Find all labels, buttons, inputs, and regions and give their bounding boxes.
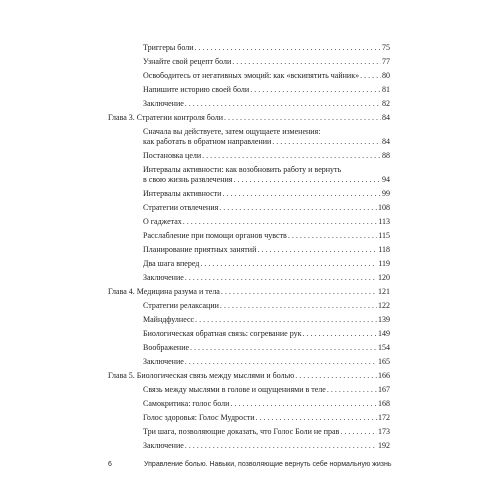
- toc-entry: [143, 137, 390, 147]
- toc-entry-title: Заключение: [143, 99, 184, 108]
- toc-entry: [143, 175, 390, 185]
- toc-chapter-title: Глава 3. Стратегии контроля боли: [108, 113, 224, 122]
- toc-entry-title: Связь между мыслями в голове и ощущениями в теле: [143, 385, 326, 394]
- dot-leader: [257, 245, 377, 255]
- toc-entry-title: Освободитесь от негативных эмоций: как «вскипятить чайник»: [143, 71, 360, 80]
- dot-leader: [190, 343, 377, 353]
- dot-leader: [327, 385, 377, 395]
- toc-entry-page: 81: [382, 85, 390, 94]
- dot-leader: [222, 189, 381, 199]
- toc-entry: [143, 231, 390, 241]
- toc-entry-page: 113: [378, 217, 390, 226]
- dot-leader: [232, 57, 381, 67]
- dot-leader: [303, 329, 378, 339]
- dot-leader: [200, 259, 377, 269]
- toc-chapter-title: Глава 4. Медицина разума и тела: [108, 287, 220, 296]
- dot-leader: [250, 85, 381, 95]
- toc-chapter-page: 121: [378, 287, 390, 296]
- toc-entry-page: 88: [382, 151, 390, 160]
- toc-entry-page: 167: [378, 385, 390, 394]
- toc-chapter: [108, 287, 390, 297]
- dot-leader: [183, 217, 378, 227]
- toc-entry-title-line: Интервалы активности: как возобновить работу и вернуть: [143, 165, 342, 174]
- toc-entry-page: 192: [378, 441, 390, 450]
- toc-entry: [143, 441, 390, 451]
- toc-entry-page: 118: [378, 245, 390, 254]
- toc-entry: [143, 71, 390, 81]
- toc-chapter-title: Глава 5. Биологическая связь между мыслями и болью: [108, 371, 295, 380]
- toc-entry-title: Заключение: [143, 357, 184, 366]
- toc-chapter-page: 84: [382, 113, 390, 122]
- running-title: Управление болью. Навыки, позволяющие вернуть себе нормальную жизнь: [144, 461, 392, 468]
- toc-entry-page: 165: [378, 357, 390, 366]
- toc-chapter-page: 166: [378, 371, 390, 380]
- toc-chapter: [108, 371, 390, 381]
- dot-leader: [288, 231, 377, 241]
- toc-entry-title: Планирование приятных занятий: [143, 245, 257, 254]
- dot-leader: [185, 273, 377, 283]
- toc-entry: [143, 217, 390, 227]
- toc-entry: [143, 203, 390, 213]
- page-number: 6: [108, 461, 112, 468]
- toc-entry-page: 154: [378, 343, 390, 352]
- toc-entry-title: в свою жизнь развлечения: [143, 175, 233, 184]
- toc-entry-page: 149: [378, 329, 390, 338]
- toc-entry-title: Стратегии релаксации: [143, 301, 219, 310]
- toc-entry: [143, 385, 390, 395]
- toc-entry: [143, 413, 390, 423]
- toc-entry: [143, 329, 390, 339]
- toc-entry: [143, 245, 390, 255]
- toc-entry-page: 84: [382, 137, 390, 146]
- toc-entry-title: Два шага вперед: [143, 259, 200, 268]
- toc-entry-page: 173: [378, 427, 390, 436]
- toc-entry-page: 168: [378, 399, 390, 408]
- toc-entry: [143, 315, 390, 325]
- toc-entry: [143, 57, 390, 67]
- toc-entry: [143, 99, 390, 109]
- toc-entry-page: 172: [378, 413, 390, 422]
- dot-leader: [340, 427, 377, 437]
- toc-entry-page: 77: [382, 57, 390, 66]
- dot-leader: [185, 99, 381, 109]
- toc-entry-title: Узнайте свой рецепт боли: [143, 57, 232, 66]
- toc-entry-title: Воображение: [143, 343, 190, 352]
- toc-entry-title: Расслабление при помощи органов чувств: [143, 231, 287, 240]
- dot-leader: [295, 371, 377, 381]
- toc-chapter: [108, 113, 390, 123]
- toc-entry-page: 122: [378, 301, 390, 310]
- dot-leader: [202, 151, 381, 161]
- dot-leader: [224, 113, 381, 123]
- toc-entry: [143, 259, 390, 269]
- toc-entry-page: 82: [382, 99, 390, 108]
- toc-entry-page: 75: [382, 43, 390, 52]
- toc-entry-title: Три шага, позволяющие доказать, что Голос Боли не прав: [143, 427, 340, 436]
- toc-entry-title-line: Сначала вы действуете, затем ощущаете изменения:: [143, 127, 321, 136]
- toc-entry-title: Самокритика: голос боли: [143, 399, 230, 408]
- toc-entry: [143, 151, 390, 161]
- dot-leader: [220, 301, 377, 311]
- toc-entry-page: 115: [378, 231, 390, 240]
- dot-leader: [221, 287, 377, 297]
- toc-entry: [143, 43, 390, 53]
- toc-entry: [143, 189, 390, 199]
- toc-entry-title: Постановка цели: [143, 151, 202, 160]
- dot-leader: [194, 43, 381, 53]
- toc-entry-title: Голос здоровья: Голос Мудрости: [143, 413, 255, 422]
- toc-entry-title: как работать в обратном направлении: [143, 137, 272, 146]
- toc-entry-page: 94: [382, 175, 390, 184]
- toc-entry-title: Триггеры боли: [143, 43, 194, 52]
- dot-leader: [230, 399, 377, 409]
- toc-entry-title: О гаджетах: [143, 217, 182, 226]
- toc-entry: [143, 357, 390, 367]
- dot-leader: [272, 137, 381, 147]
- toc-entry-page: 108: [378, 203, 390, 212]
- toc-entry-page: 80: [382, 71, 390, 80]
- toc-entry-page: 120: [378, 273, 390, 282]
- toc-entry-title: Заключение: [143, 441, 184, 450]
- dot-leader: [256, 413, 377, 423]
- dot-leader: [360, 71, 381, 81]
- toc-entry-title: Биологическая обратная связь: согревание рук: [143, 329, 302, 338]
- dot-leader: [185, 441, 377, 451]
- dot-leader: [195, 315, 377, 325]
- toc-entry: [143, 427, 390, 437]
- toc-entry-title: Заключение: [143, 273, 184, 282]
- toc-entry: [143, 273, 390, 283]
- toc-entry: [143, 85, 390, 95]
- toc-entry: [143, 301, 390, 311]
- dot-leader: [233, 175, 381, 185]
- toc-entry-title: Майндфулнесс: [143, 315, 195, 324]
- toc-entry-title: Стратегии отвлечения: [143, 203, 219, 212]
- toc-entry-title: Интервалы активности: [143, 189, 222, 198]
- toc-entry-title: Напишите историю своей боли: [143, 85, 250, 94]
- toc-entry: [143, 399, 390, 409]
- toc-entry-page: 139: [378, 315, 390, 324]
- dot-leader: [185, 357, 377, 367]
- dot-leader: [219, 203, 377, 213]
- toc-entry-page: 99: [382, 189, 390, 198]
- toc-entry-page: 119: [378, 259, 390, 268]
- toc-entry: [143, 343, 390, 353]
